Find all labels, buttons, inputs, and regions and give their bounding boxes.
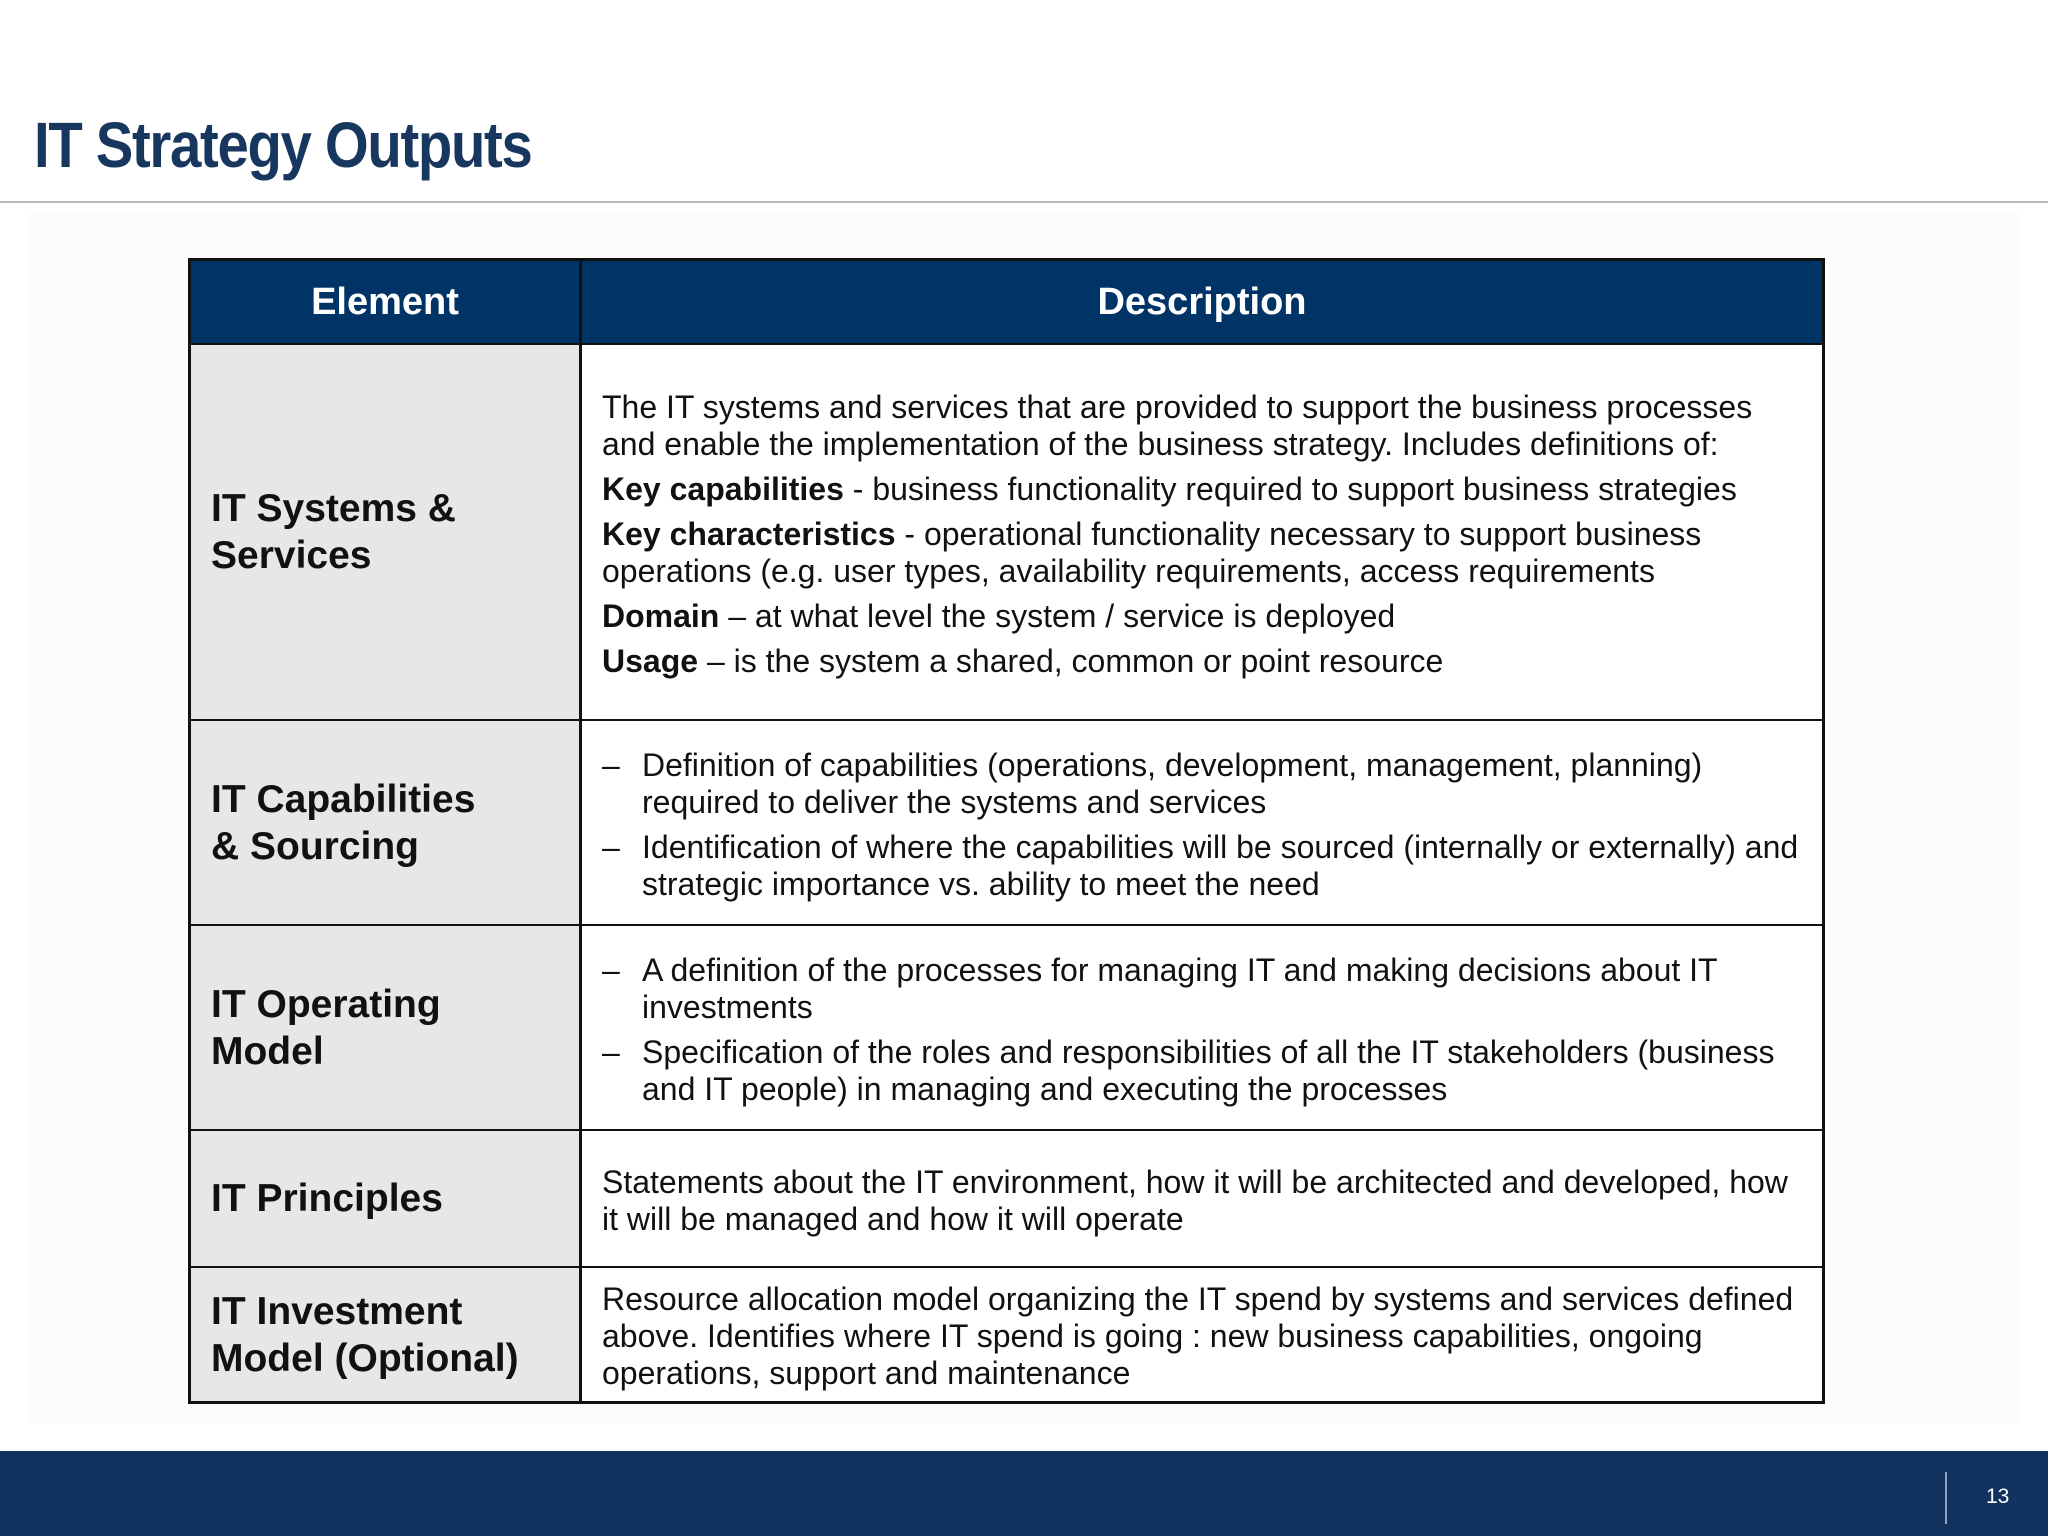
table-row xyxy=(191,343,1822,719)
definition-text: business functionality required to support business strategies xyxy=(872,470,1737,507)
bullet-item xyxy=(602,747,1802,821)
element-label: Model xyxy=(211,1029,324,1073)
definition-item xyxy=(602,643,1802,680)
dash-bullet: – xyxy=(602,746,620,783)
element-label: IT Operating xyxy=(211,982,441,1026)
bullet-text: Identification of where the capabilities will be sourced (internally or externally) and strategic importance vs. ability to meet the need xyxy=(642,828,1799,902)
definition-text: operational functionality necessary to support business operations (e.g. user types, availability requirements, access requirements xyxy=(602,515,1702,589)
description-cell xyxy=(582,721,1822,924)
element-cell xyxy=(191,721,582,924)
definition-separator: - xyxy=(843,470,873,507)
title-divider xyxy=(0,201,2048,203)
definition-term: Key capabilities xyxy=(602,470,844,507)
definition-term: Key characteristics xyxy=(602,515,896,552)
definition-separator: – xyxy=(719,597,755,634)
table-row xyxy=(191,1266,1822,1401)
dash-bullet: – xyxy=(602,1033,620,1070)
footer-divider xyxy=(1945,1472,1947,1524)
outputs-table xyxy=(188,258,1825,1404)
bullet-item xyxy=(602,829,1802,903)
element-cell xyxy=(191,926,582,1129)
description-cell xyxy=(582,1131,1822,1266)
table-header-row xyxy=(191,261,1822,343)
description-cell xyxy=(582,345,1822,719)
element-label: IT Systems & xyxy=(211,487,456,530)
description-cell xyxy=(582,926,1822,1129)
element-cell xyxy=(191,1268,582,1401)
footer-bar xyxy=(0,1451,2048,1536)
definition-separator: – xyxy=(698,642,734,679)
header-description: Description xyxy=(1097,280,1307,323)
dash-bullet: – xyxy=(602,951,620,988)
bullet-text: Definition of capabilities (operations, development, management, planning) required to deliver the systems and services xyxy=(642,746,1703,820)
bullet-text: Specification of the roles and responsibilities of all the IT stakeholders (business and IT people) in managing and executing the processes xyxy=(642,1033,1775,1107)
description-intro: The IT systems and services that are provided to support the business processes and enable the implementation of the business strategy. Includes definitions of: xyxy=(602,388,1753,462)
element-label: IT Principles xyxy=(211,1177,443,1220)
page-number: 13 xyxy=(1986,1485,2010,1508)
element-label: IT Capabilities xyxy=(211,777,476,821)
definition-term: Usage xyxy=(602,642,699,679)
table-row xyxy=(191,924,1822,1129)
description-cell xyxy=(582,1268,1822,1401)
element-label: IT Investment xyxy=(211,1289,463,1333)
definition-item xyxy=(602,471,1802,508)
definition-item xyxy=(602,598,1802,635)
element-label: Model (Optional) xyxy=(211,1336,519,1380)
description-text: Statements about the IT environment, how it will be architected and developed, how it will be managed and how it will operate xyxy=(602,1163,1788,1237)
table-row xyxy=(191,719,1822,924)
definition-term: Domain xyxy=(602,597,720,634)
element-label: Services xyxy=(211,534,372,577)
element-cell xyxy=(191,1131,582,1266)
header-element: Element xyxy=(191,261,582,343)
bullet-text: A definition of the processes for managing IT and making decisions about IT investments xyxy=(642,951,1718,1025)
definition-separator: - xyxy=(895,515,924,552)
dash-bullet: – xyxy=(602,828,620,865)
slide-title: IT Strategy Outputs xyxy=(34,109,532,181)
definition-text: at what level the system / service is deployed xyxy=(754,597,1396,634)
element-cell xyxy=(191,345,582,719)
bullet-item xyxy=(602,1034,1802,1108)
definition-item xyxy=(602,516,1802,590)
element-label: & Sourcing xyxy=(211,824,420,868)
description-text: Resource allocation model organizing the IT spend by systems and services defined above. Identifies where IT spend is going : new business capabilities, ongoing operations, support and maintenance xyxy=(602,1281,1794,1391)
definition-text: is the system a shared, common or point resource xyxy=(733,642,1444,679)
table-row xyxy=(191,1129,1822,1266)
bullet-item xyxy=(602,952,1802,1026)
